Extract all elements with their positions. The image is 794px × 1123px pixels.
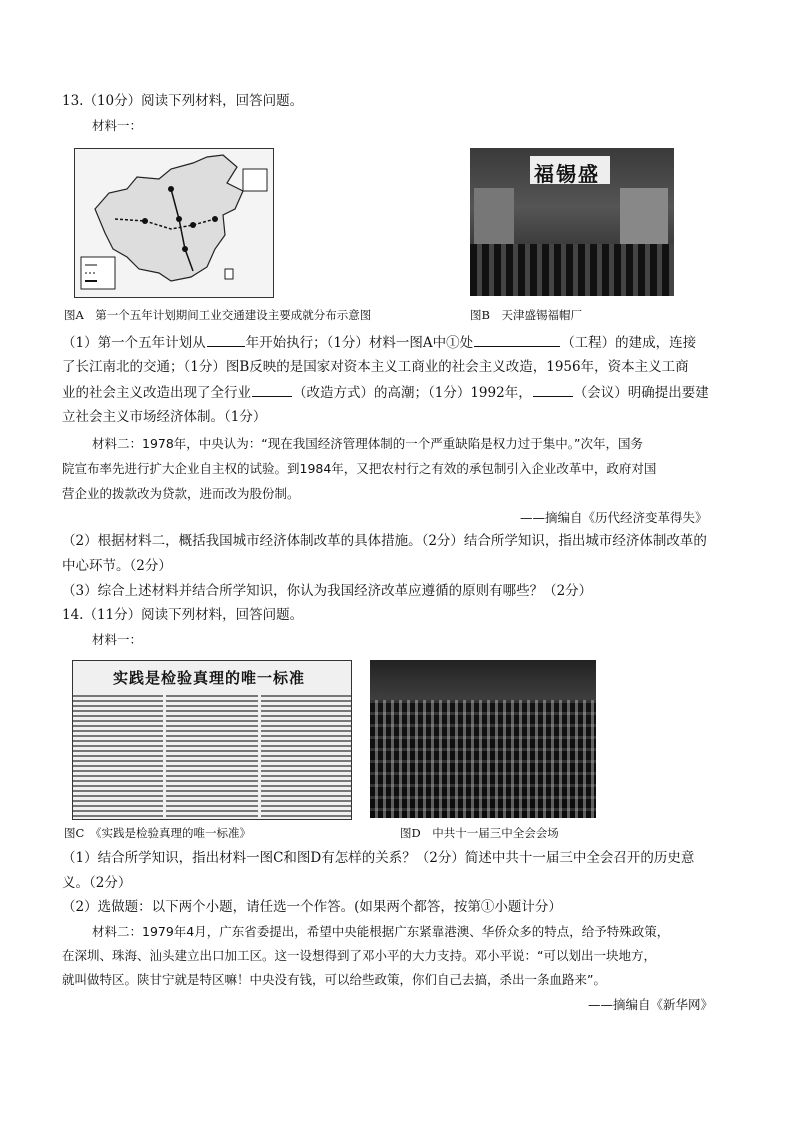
q14-material2-line1: 材料二：1979年4月，广东省委提出，希望中央能根据广东紧靠港澳、华侨众多的特点，给予特殊政策， [92, 924, 670, 939]
q13-p2-line1: （2）根据材料二，概括我国城市经济体制改革的具体措施。（2分）结合所学知识，指出城市经济体制改革的 [62, 533, 707, 549]
q13-material1-label: 材料一： [92, 118, 143, 133]
q13-p3: （3）综合上述材料并结合所学知识，你认为我国经济改革应遵循的原则有哪些？（2分） [62, 583, 593, 599]
q14-material2-source: ——摘编自《新华网》 [588, 997, 714, 1012]
q13-p1-text-e: （改造方式）的高潮；（1分）1992年， [293, 385, 532, 401]
q13-p1-text-c: （工程）的建成，连接 [561, 335, 697, 351]
q13-p1-line2: 了长江南北的交通；（1分）图B反映的是国家对资本主义工商业的社会主义改造，1956年，资本主义工商 [62, 359, 689, 375]
q14-material2-line2: 在深圳、珠海、汕头建立出口加工区。这一设想得到了邓小平的大力支持。邓小平说：“可以划出一块地方， [62, 948, 656, 963]
figure-c-headline: 实践是检验真理的唯一标准 [113, 669, 306, 687]
answer-blank-project[interactable] [474, 332, 560, 347]
answer-blank-year[interactable] [207, 332, 245, 347]
answer-blank-method[interactable] [252, 382, 292, 397]
figure-a-map [74, 148, 274, 298]
q14-p1-line1: （1）结合所学知识，指出材料一图C和图D有怎样的关系？（2分）简述中共十一届三中全会召开的历史意 [62, 850, 695, 866]
q14-material2-line3: 就叫做特区。陕甘宁就是特区嘛！中央没有钱，可以给些政策，你们自己去搞，杀出一条血路来”。 [62, 972, 606, 987]
q13-header: 13.（10分）阅读下列材料，回答问题。 [62, 93, 304, 109]
q13-p1-line3 [62, 382, 709, 403]
answer-blank-meeting[interactable] [533, 382, 573, 397]
figure-b-caption: 图B 天津盛锡福帽厂 [470, 308, 582, 322]
q13-p2-line2: 中心环节。（2分） [62, 558, 172, 574]
q13-p1-text-b: 年开始执行；（1分）材料一图A中①处 [245, 335, 474, 351]
figure-d-caption: 图D 中共十一届三中全会会场 [400, 826, 559, 840]
china-map-icon [75, 149, 273, 297]
q13-p1-line1 [62, 332, 696, 353]
q13-material2-line3: 营企业的拨款改为贷款，进而改为股份制。 [62, 486, 300, 501]
q14-p2: （2）选做题：以下两个小题，请任选一个作答。(如果两个都答，按第①小题计分） [62, 899, 562, 915]
figure-c-newspaper [72, 660, 352, 820]
q13-p1-text-d: 业的社会主义改造出现了全行业 [62, 385, 251, 401]
q13-material2-line1: 材料二：1978年，中央认为：“现在我国经济管理体制的一个严重缺陷是权力过于集中。”次年，国务 [92, 436, 644, 451]
figure-b-photo [470, 148, 674, 296]
q13-material2-line2: 院宣布率先进行扩大企业自主权的试验。到1984年，又把农村行之有效的承包制引入企业改革中，政府对国 [62, 461, 657, 476]
figure-b-sign: 福锡盛 [534, 162, 600, 186]
figure-a-caption: 图A 第一个五年计划期间工业交通建设主要成就分布示意图 [64, 308, 372, 322]
figure-c-caption: 图C 《实践是检验真理的唯一标准》 [64, 826, 252, 840]
q14-material1-label: 材料一： [92, 632, 143, 647]
figure-d-photo [370, 660, 596, 818]
q13-p1-text-a: （1）第一个五年计划从 [62, 335, 206, 351]
q13-p1-text-f: （会议）明确提出要建 [573, 385, 709, 401]
q13-material2-source: ——摘编自《历代经济变革得失》 [520, 510, 708, 525]
q14-p1-line2: 义。（2分） [62, 875, 132, 891]
q13-p1-line4: 立社会主义市场经济体制。（1分） [62, 409, 267, 425]
q14-header: 14.（11分）阅读下列材料，回答问题。 [62, 607, 304, 623]
